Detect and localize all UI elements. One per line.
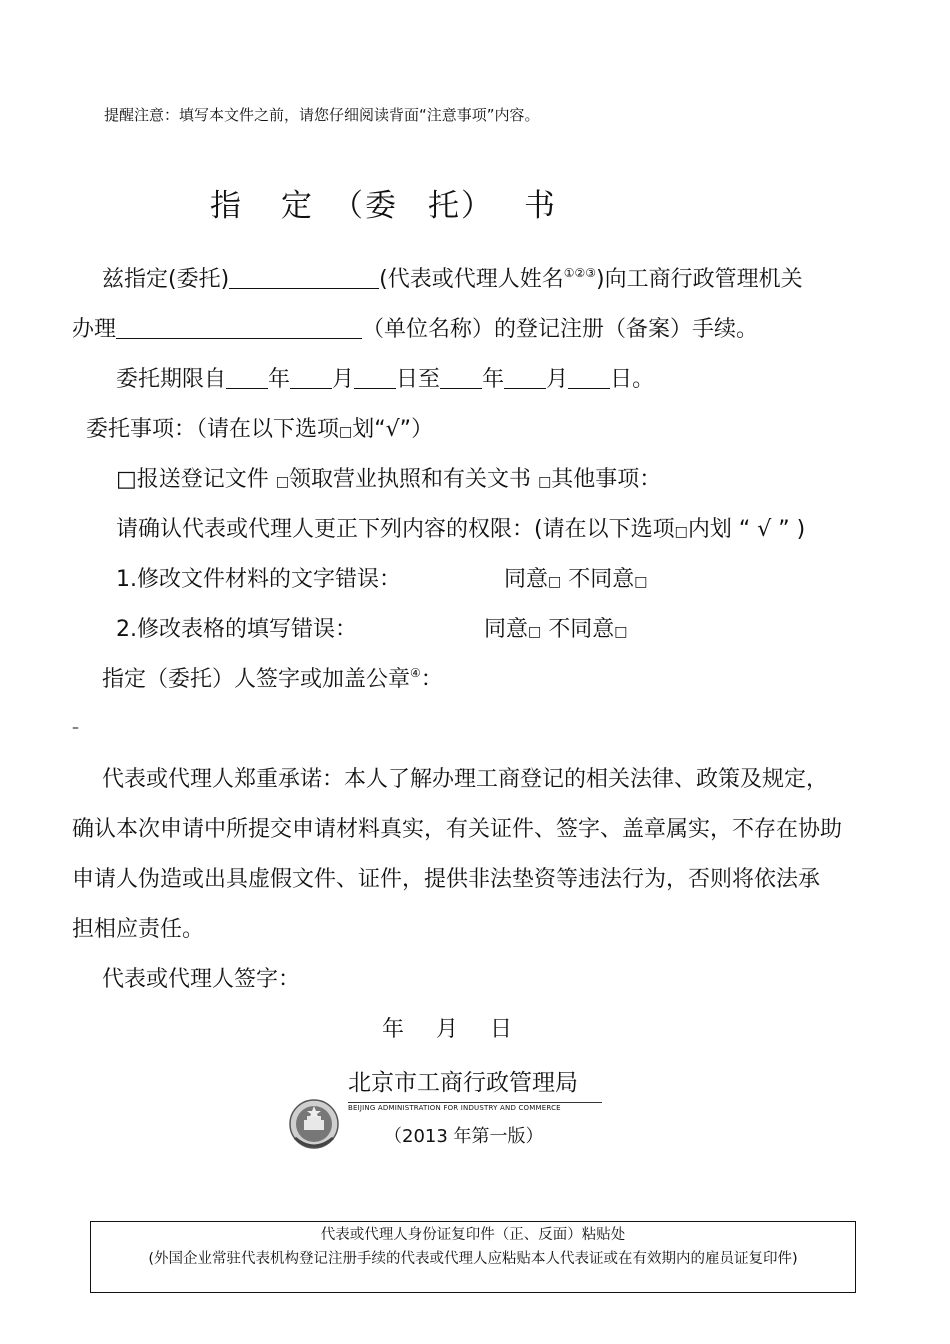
option-receive-label: 领取营业执照和有关文书 <box>289 467 532 492</box>
signer-label: 指定（委托）人签字或加盖公章 <box>102 667 411 692</box>
date-month: 月 <box>436 1017 459 1042</box>
signer-colon: ： <box>420 667 443 692</box>
promise-line: 确认本次申请中所提交申请材料真实，有关证件、签字、盖章属实，不存在协助 <box>72 817 843 842</box>
start-year-blank[interactable] <box>226 366 268 389</box>
end-month-blank[interactable] <box>504 366 546 389</box>
matter-options <box>116 462 661 493</box>
footnote-marks: ①②③ <box>563 266 597 280</box>
right-label: 1.修改文件材料的文字错误： <box>116 567 401 592</box>
id-copy-paste-area <box>90 1221 856 1293</box>
day-to-label: 日至 <box>396 367 441 392</box>
appoint-prefix: 兹指定(委托) <box>102 267 230 292</box>
footnote-mark: ④ <box>410 666 421 680</box>
year-label: 年 <box>268 367 291 392</box>
confirm-tail: 内划 “ √ ” ) <box>687 517 806 542</box>
title-char: 指 <box>210 188 243 224</box>
document-title <box>210 180 557 225</box>
entrust-matters <box>86 412 433 443</box>
checkbox-receive[interactable]: □ <box>275 474 290 490</box>
agent-name-label: (代表或代理人姓名 <box>379 267 564 292</box>
agree-checkbox[interactable]: □ <box>548 574 562 590</box>
confirm-rights <box>116 512 805 543</box>
date-day: 日 <box>490 1017 513 1042</box>
entrust-period <box>116 362 654 393</box>
matters-tail: 划“√”） <box>352 417 434 442</box>
title-char: （委 <box>332 188 398 224</box>
checkbox-other[interactable]: □ <box>538 474 552 490</box>
right-row-1 <box>116 562 401 593</box>
matters-label: 委托事项：（请在以下选项 <box>86 417 340 442</box>
paste-title: 代表或代理人身份证复印件（正、反面）粘贴处 <box>320 1227 626 1243</box>
title-char: 托） <box>428 188 494 224</box>
year-label: 年 <box>482 367 505 392</box>
date-line <box>382 1012 512 1043</box>
confirm-text: 请确认代表或代理人更正下列内容的权限：(请在以下选项 <box>116 517 675 542</box>
promise-line: 申请人伪造或出具虚假文件、证件，提供非法垫资等违法行为，否则将依法承 <box>72 867 821 892</box>
appointment-line-2 <box>72 312 758 343</box>
promise-line: 担相应责任。 <box>72 917 205 942</box>
paste-note: (外国企业常驻代表机构登记注册手续的代表或代理人应粘贴本人代表证或在有效期内的雇员证复印件) <box>148 1251 798 1267</box>
checkbox-icon: □ <box>339 424 353 440</box>
month-label: 月 <box>332 367 355 392</box>
unit-name-label: （单位名称）的登记注册（备案）手续。 <box>362 317 759 342</box>
disagree-label: 不同意 <box>548 617 615 642</box>
right-label: 2.修改表格的填写错误： <box>116 617 357 642</box>
day-end-label: 日。 <box>610 367 655 392</box>
promise-line: 代表或代理人郑重承诺：本人了解办理工商登记的相关法律、政策及规定， <box>102 767 829 792</box>
agent-name-blank[interactable] <box>229 266 379 289</box>
period-label: 委托期限自 <box>116 367 227 392</box>
title-char: 定 <box>281 188 314 224</box>
bureau-english-name: BEIJING ADMINISTRATION FOR INDUSTRY AND COMMERCE <box>348 1102 602 1112</box>
disagree-checkbox[interactable]: □ <box>614 624 628 640</box>
bureau-name: 北京市工商行政管理局 <box>348 1070 578 1096</box>
agree-label: 同意 <box>504 567 549 592</box>
title-char: 书 <box>524 188 557 224</box>
option-other-label: 其他事项： <box>551 467 662 492</box>
checkbox-submit[interactable]: □ <box>116 467 137 492</box>
agree-checkbox[interactable]: □ <box>528 624 542 640</box>
dash-mark: – <box>72 720 79 736</box>
disagree-checkbox[interactable]: □ <box>634 574 648 590</box>
end-year-blank[interactable] <box>440 366 482 389</box>
appoint-suffix: )向工商行政管理机关 <box>596 267 803 292</box>
appointment-line-1 <box>102 262 803 293</box>
handle-prefix: 办理 <box>72 317 117 342</box>
unit-name-blank[interactable] <box>116 316 362 339</box>
right-row-1-choices <box>504 562 648 593</box>
start-day-blank[interactable] <box>354 366 396 389</box>
start-month-blank[interactable] <box>290 366 332 389</box>
reminder-note: 提醒注意：填写本文件之前，请您仔细阅读背面“注意事项”内容。 <box>104 106 540 124</box>
right-row-2 <box>116 612 357 643</box>
disagree-label: 不同意 <box>568 567 635 592</box>
agree-label: 同意 <box>484 617 529 642</box>
checkbox-icon: □ <box>674 524 688 540</box>
right-row-2-choices <box>484 612 628 643</box>
edition-label: （2013 年第一版） <box>384 1126 544 1147</box>
rep-signature-label: 代表或代理人签字： <box>102 967 301 992</box>
date-year: 年 <box>382 1017 405 1042</box>
national-emblem-icon <box>287 1098 341 1152</box>
month-label: 月 <box>546 367 569 392</box>
principal-signature-line <box>102 662 443 693</box>
end-day-blank[interactable] <box>568 366 610 389</box>
option-submit-label: 报送登记文件 <box>136 467 269 492</box>
